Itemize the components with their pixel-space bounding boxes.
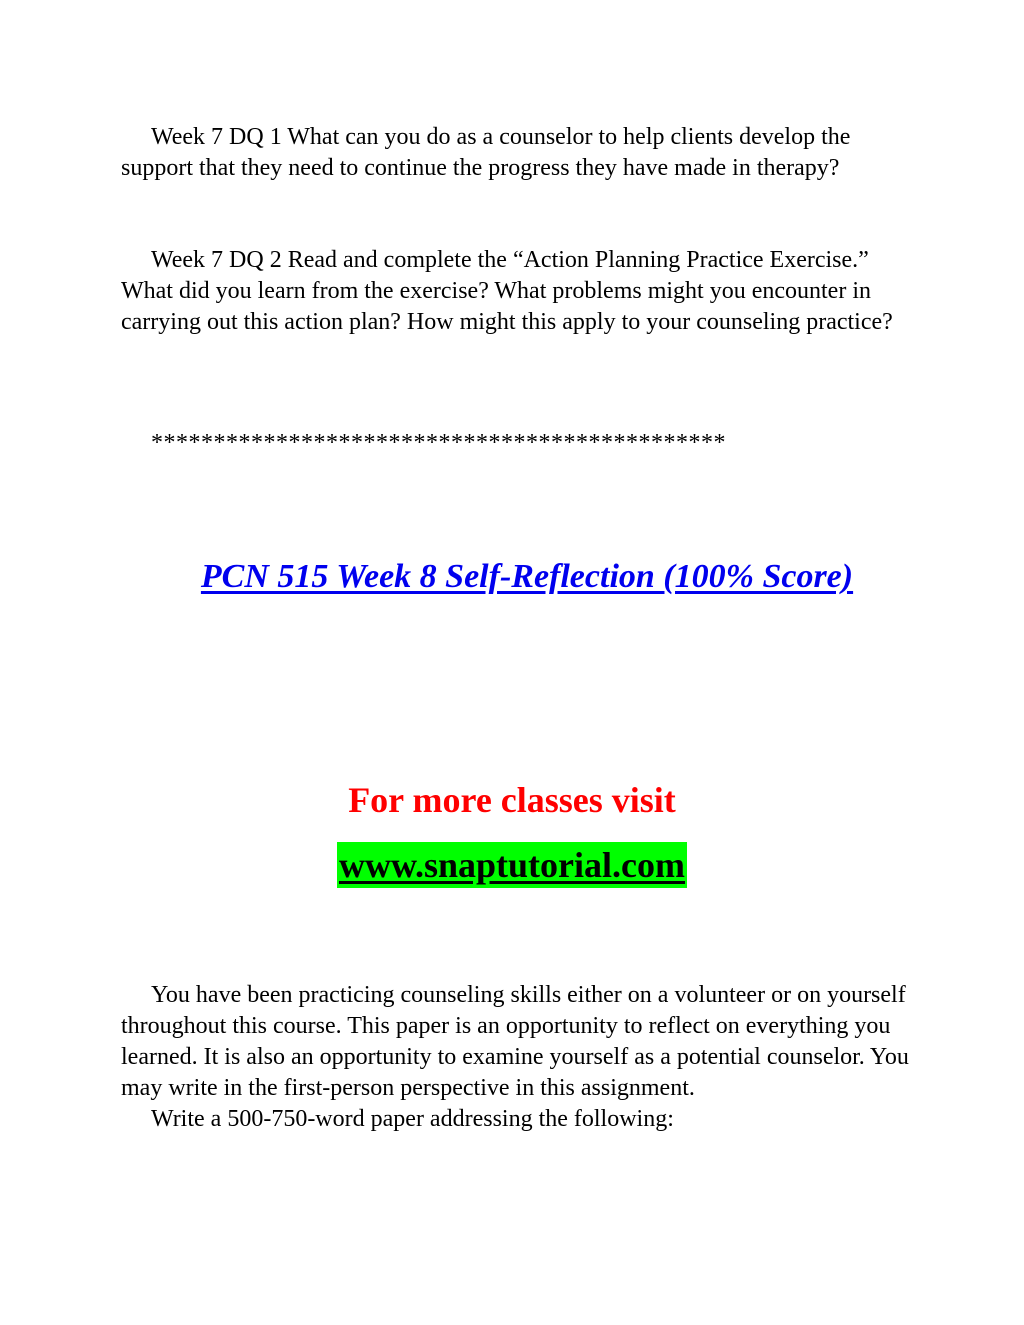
paragraph-intro [121,980,911,1135]
paragraph-instruction-text: Write a 500-750-word paper addressing the following: [151,1106,674,1132]
website-link[interactable]: www.snaptutorial.com [337,842,687,888]
website-container [0,842,1024,888]
paragraph-intro-text: You have been practicing counseling skills either on a volunteer or on yourself throughout this course. This paper is an opportunity to reflect on everything you learned. It is also an opportunity to examine yourself as a potential counselor. You may write in the first-person perspective in this assignment. [121,982,909,1101]
paragraph-week7-dq1-text: Week 7 DQ 1 What can you do as a counselor to help clients develop the support that they need to continue the progress they have made in therapy? [121,124,851,181]
assignment-title-link[interactable]: PCN 515 Week 8 Self-Reflection (100% Score) [200,558,854,595]
asterisk-separator: ********************************************** [151,430,726,456]
paragraph-week7-dq1 [121,122,911,184]
paragraph-week7-dq2-text: Week 7 DQ 2 Read and complete the “Action Planning Practice Exercise.” What did you learn from the exercise? What problems might you encounter in carrying out this action plan? How might this apply to your counseling practice? [121,247,893,335]
promo-heading: For more classes visit [348,780,676,820]
paragraph-week7-dq2 [121,245,911,338]
